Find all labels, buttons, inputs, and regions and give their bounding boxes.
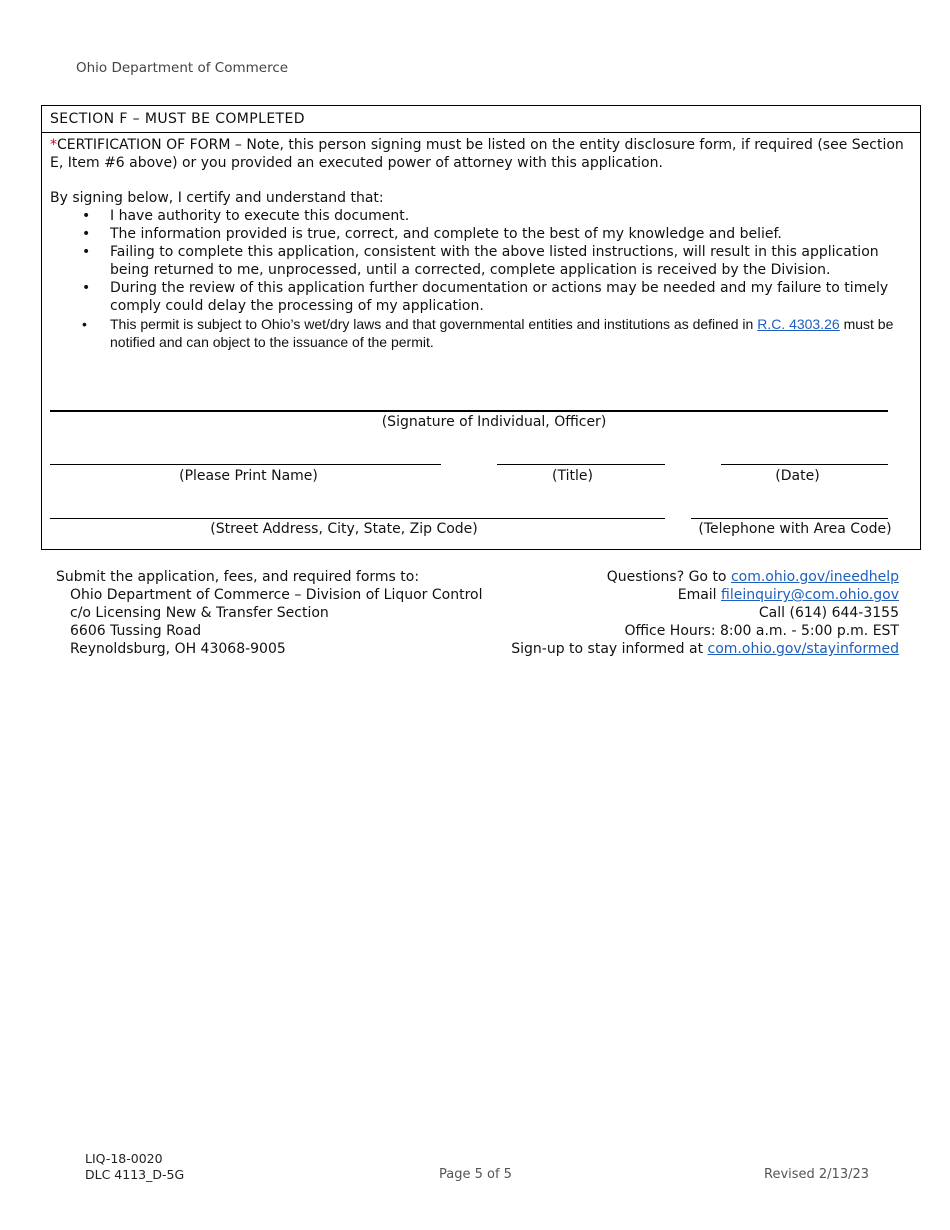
address-line-4: Reynoldsburg, OH 43068-9005 [70,641,286,657]
phone-row: Call (614) 644-3155 [758,605,899,621]
cert-line-2: E, Item #6 above) or you provided an executed power of attorney with this application. [50,155,663,171]
address-caption: (Street Address, City, State, Zip Code) [210,521,478,537]
signature-caption: (Signature of Individual, Officer) [381,414,607,430]
title-caption: (Title) [552,468,593,484]
term-text: This permit is subject to Ohio’s wet/dry laws and that governmental entities and institutions as defined in [110,316,758,332]
form-codes [85,1151,184,1183]
stay-informed-link[interactable]: com.ohio.gov/stayinformed [707,641,899,657]
title-line[interactable] [497,464,665,465]
submit-intro: Submit the application, fees, and required forms to: [56,569,420,585]
questions-row [511,568,899,586]
section-f-box [41,105,921,550]
address-line[interactable] [50,518,665,519]
certify-intro: By signing below, I certify and understand that: [50,190,384,206]
certification-terms [50,207,912,351]
signature-line[interactable] [50,410,888,412]
email-link[interactable]: fileinquiry@com.ohio.gov [721,587,899,603]
address-line-2: c/o Licensing New & Transfer Section [70,605,329,621]
rc-4303-26-link[interactable]: R.C. 4303.26 [757,316,840,332]
signup-label: Sign-up to stay informed at [511,641,708,657]
agency-name: Ohio Department of Commerce [76,60,289,76]
address-line-3: 6606 Tussing Road [70,623,202,639]
term-item: • During the review of this application further documentation or actions may be needed and my failure to timely comply could delay the processing of my application. [110,279,912,315]
term-item: • I have authority to execute this document. [110,207,912,225]
submission-address [56,568,483,658]
help-link[interactable]: com.ohio.gov/ineedhelp [730,569,899,585]
office-hours: Office Hours: 8:00 a.m. - 5:00 p.m. EST [624,623,899,639]
section-title: SECTION F – MUST BE COMPLETED [42,106,920,133]
telephone-caption: (Telephone with Area Code) [698,521,892,537]
email-row [511,586,899,604]
address-line-1: Ohio Department of Commerce – Division of Liquor Control [70,587,483,603]
signup-row [511,640,899,658]
cert-line-1: CERTIFICATION OF FORM – Note, this person signing must be listed on the entity disclosure form, if required (see Section [57,137,904,153]
page-number: Page 5 of 5 [439,1167,512,1182]
print-name-caption: (Please Print Name) [179,468,318,484]
revision-date: Revised 2/13/23 [764,1167,870,1182]
term-item: • The information provided is true, correct, and complete to the best of my knowledge and belief. [110,225,912,243]
questions-label: Questions? Go to [606,569,731,585]
dlc-code: DLC 4113_D-5G [85,1167,185,1182]
print-name-line[interactable] [50,464,441,465]
date-caption: (Date) [775,468,820,484]
date-line[interactable] [721,464,888,465]
term-item [110,315,912,351]
telephone-line[interactable] [691,518,888,519]
email-label: Email [677,587,722,603]
required-asterisk: * [50,137,57,153]
contact-info [511,568,899,658]
section-body [42,136,920,537]
term-text: must be notified and can object to the issuance of the permit. [110,316,894,350]
form-code: LIQ-18-0020 [85,1151,163,1166]
certification-note [50,136,912,172]
term-item: • Failing to complete this application, consistent with the above listed instructions, will result in this application being returned to me, unprocessed, until a corrected, complete application is received by the Division. [110,243,912,279]
